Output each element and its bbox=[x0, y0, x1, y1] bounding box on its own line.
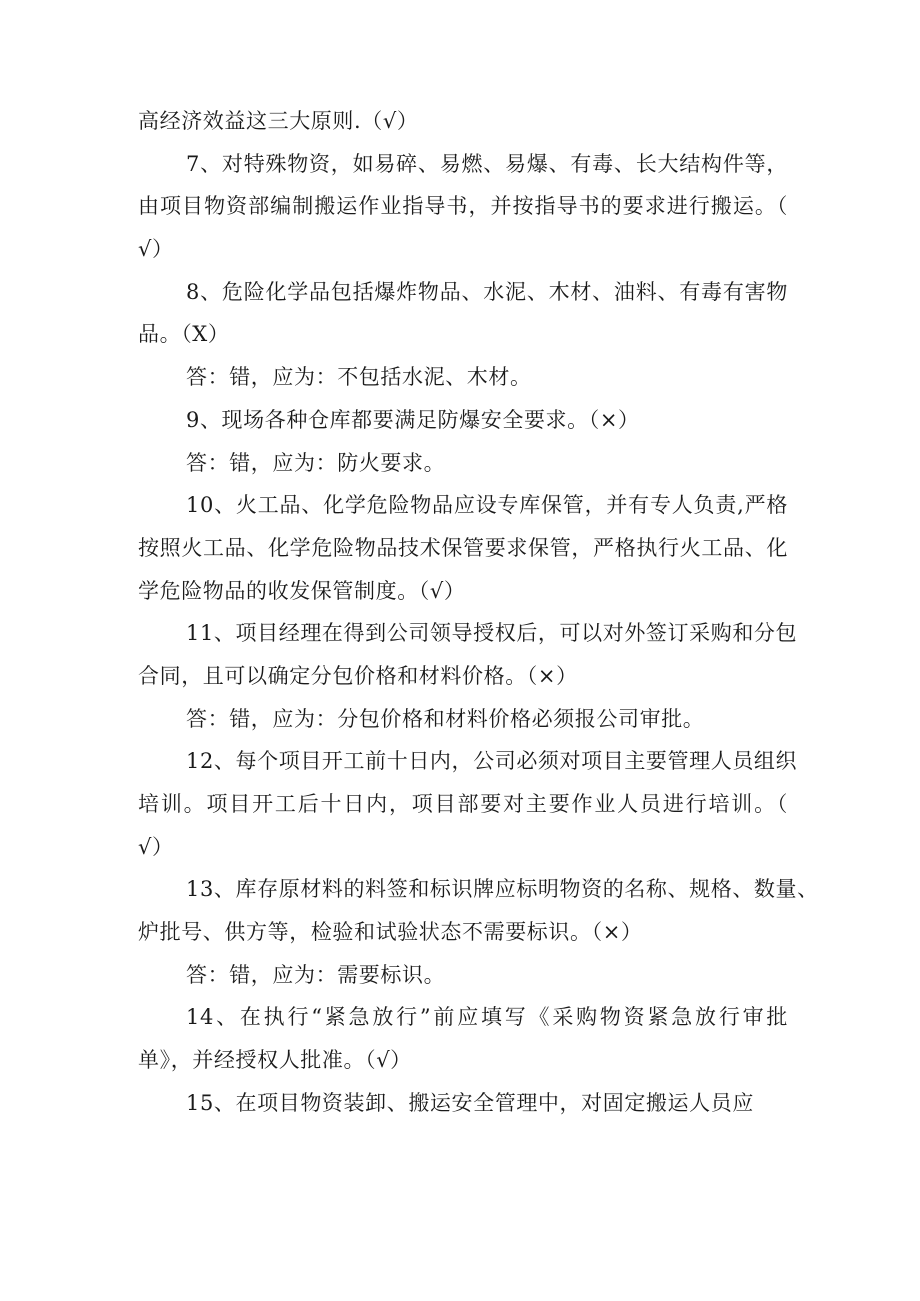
text-line-23: 单》，并经授权人批准。（√） bbox=[138, 1048, 412, 1073]
text-line-17: 培训。项目开工后十日内，项目部要对主要作业人员进行培训。（ bbox=[138, 792, 788, 816]
text-line-4: √） bbox=[138, 237, 174, 262]
text-line-1: 高经济效益这三大原则.（√） bbox=[138, 109, 419, 133]
text-line-7: 答：错，应为：不包括水泥、木材。 bbox=[186, 365, 532, 390]
text-line-12: 学危险物品的收发保管制度。（√） bbox=[138, 578, 466, 603]
text-line-15: 答：错，应为：分包价格和材料价格必须报公司审批。 bbox=[186, 706, 705, 731]
text-line-11: 按照火工品、化学危险物品技术保管要求保管，严格执行火工品、化 bbox=[138, 535, 788, 560]
text-line-2: 7、对特殊物资，如易碎、易燃、易爆、有毒、长大结构件等， bbox=[186, 151, 788, 176]
document-body bbox=[138, 100, 819, 1125]
text-line-13: 11、项目经理在得到公司领导授权后，可以对外签订采购和分包 bbox=[186, 621, 798, 646]
text-line-8: 9、现场各种仓库都要满足防爆安全要求。（×） bbox=[186, 407, 640, 432]
text-line-3: 由项目物资部编制搬运作业指导书，并按指导书的要求进行搬运。（ bbox=[138, 194, 788, 219]
text-line-19: 13、库存原材料的料签和标识牌应标明物资的名称、规格、数量、 bbox=[186, 877, 819, 902]
text-line-22: 14、在执行“紧急放行”前应填写《采购物资紧急放行审批 bbox=[186, 1005, 788, 1030]
text-line-14: 合同，且可以确定分包价格和材料价格。（×） bbox=[138, 663, 578, 688]
text-line-20: 炉批号、供方等，检验和试验状态不需要标识。（×） bbox=[138, 920, 643, 945]
text-line-16: 12、每个项目开工前十日内，公司必须对项目主要管理人员组织 bbox=[186, 749, 798, 774]
text-line-18: √） bbox=[138, 834, 174, 859]
text-line-6: 品。（X） bbox=[138, 322, 230, 347]
text-line-10: 10、火工品、化学危险物品应设专库保管，并有专人负责,严格 bbox=[186, 493, 788, 518]
text-line-5: 8、危险化学品包括爆炸物品、水泥、木材、油料、有毒有害物 bbox=[186, 279, 788, 304]
text-line-24: 15、在项目物资装卸、搬运安全管理中，对固定搬运人员应 bbox=[186, 1090, 754, 1115]
text-line-9: 答：错，应为：防火要求。 bbox=[186, 450, 446, 475]
text-line-21: 答：错，应为：需要标识。 bbox=[186, 962, 446, 987]
